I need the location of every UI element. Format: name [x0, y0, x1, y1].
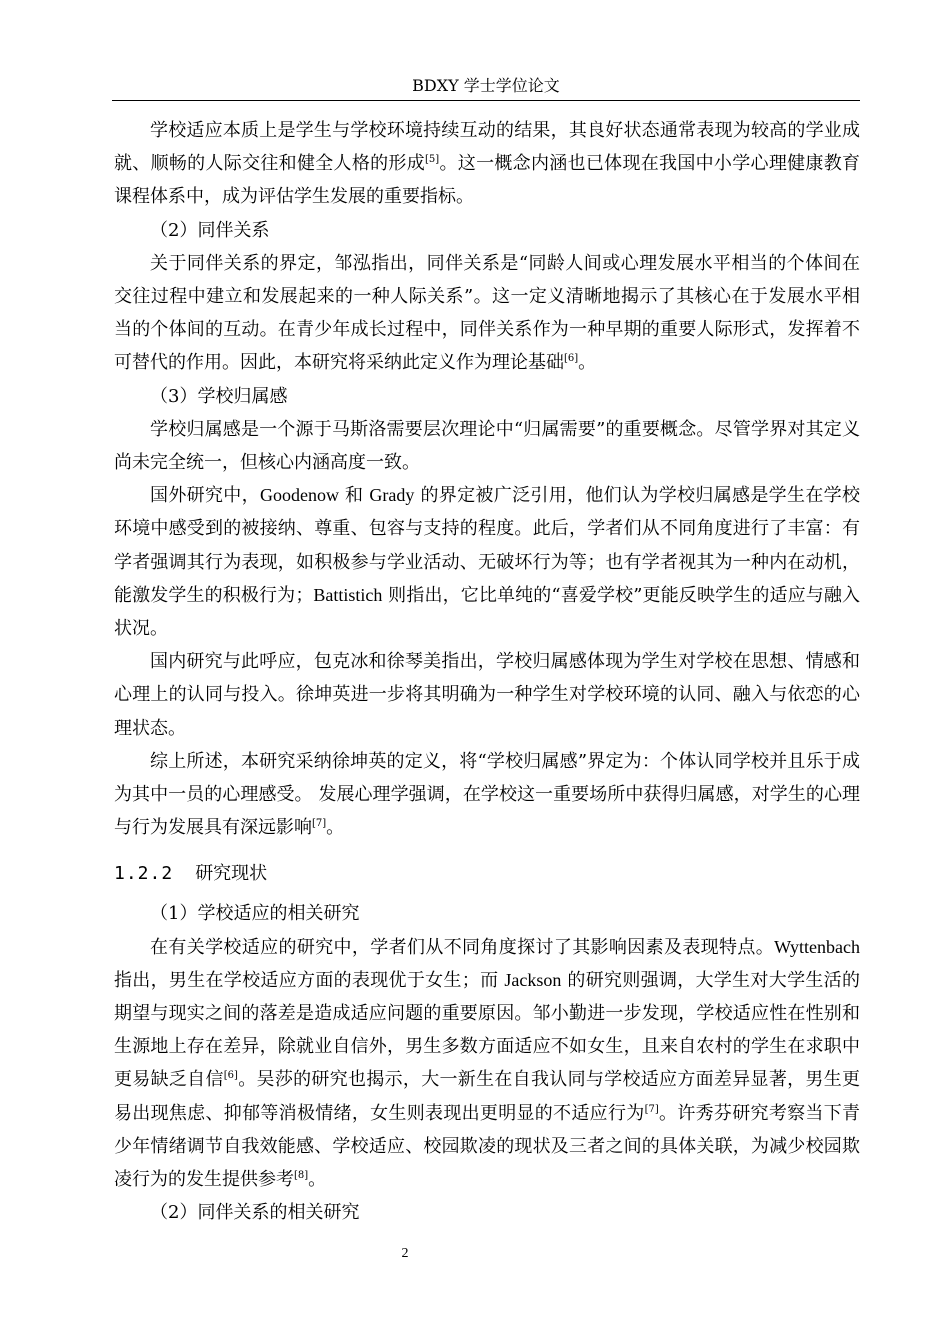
section-title: 研究现状: [195, 863, 268, 885]
subheading-school-adjustment-research: （1）学校适应的相关研究: [150, 903, 360, 925]
citation: [6]: [564, 353, 579, 365]
subheading-school-belonging: （3）学校归属感: [150, 385, 288, 407]
header-rule: [112, 100, 860, 101]
subheading-peer-relations: （2）同伴关系: [150, 219, 270, 241]
section-number: 1.2.2: [114, 863, 174, 885]
paragraph-school-adjustment-definition: 学校适应本质上是学生与学校环境持续互动的结果，其良好状态通常表现为较高的学业成就、顺畅的人际交往和健全人格的形成[5]。这一概念内涵也已体现在我国中小学心理健康教育课程体系中，成为评估学生发展的重要指标。: [114, 120, 861, 208]
citation: [7]: [644, 1103, 659, 1115]
citation: [6]: [223, 1070, 238, 1082]
subheading-peer-relations-research: （2）同伴关系的相关研究: [150, 1202, 360, 1224]
running-header: BDXY 学士学位论文: [412, 76, 560, 95]
section-heading: [114, 857, 860, 891]
paragraph-belonging-domestic-research: 国内研究与此呼应，包克冰和徐琴美指出，学校归属感体现为学生对学校在思想、情感和心理上的认同与投入。徐坤英进一步将其明确为一种学生对学校环境的认同、融入与依恋的心理状态。: [114, 651, 860, 739]
paragraph-belonging-foreign-research: 国外研究中，Goodenow 和 Grady 的界定被广泛引用，他们认为学校归属感是学生在学校环境中感受到的被接纳、尊重、包容与支持的程度。此后，学者们从不同角度进行了丰富：有学者强调其行为表现，如积极参与学业活动、无破坏行为等；也有学者视其为一种内在动机，能激发学生的积极行为；Battistich 则指出，它比单纯的“喜爱学校”更能反映学生的适应与融入状况。: [114, 485, 861, 640]
paragraph-belonging-intro: 学校归属感是一个源于马斯洛需要层次理论中“归属需要”的重要概念。尽管学界对其定义尚未完全统一，但核心内涵高度一致。: [114, 418, 860, 474]
body-text: [114, 114, 860, 1230]
citation: [8]: [294, 1170, 309, 1182]
paragraph-belonging-summary: 综上所述，本研究采纳徐坤英的定义，将“学校归属感”界定为：个体认同学校并且乐于成为其中一员的心理感受。 发展心理学强调，在学校这一重要场所中获得归属感，对学生的心理与行为发展具有深远影响[7]。: [114, 750, 860, 839]
paragraph-peer-relations-definition: 关于同伴关系的界定，邹泓指出，同伴关系是“同龄人间或心理发展水平相当的个体间在交往过程中建立和发展起来的一种人际关系”。这一定义清晰地揭示了其核心在于发展水平相当的个体间的互动。在青少年成长过程中，同伴关系作为一种早期的重要人际形式，发挥着不可替代的作用。因此，本研究将采纳此定义作为理论基础[6]。: [114, 252, 860, 374]
page-number: 2: [401, 1246, 409, 1261]
citation: [7]: [312, 818, 327, 830]
citation: [5]: [425, 154, 440, 166]
paragraph-school-adjustment-research: 在有关学校适应的研究中，学者们从不同角度探讨了其影响因素及表现特点。Wyttenbach 指出，男生在学校适应方面的表现优于女生；而 Jackson 的研究则强调，大学生对大学生活的期望与现实之间的落差是造成适应问题的重要原因。邹小勤进一步发现，学校适应性在性别和生源地上存在差异，除就业自信外，男生多数方面适应不如女生，且来自农村的学生在求职中更易缺乏自信[6]。吴莎的研究也揭示，大一新生在自我认同与学校适应方面差异显著，男生更易出现焦虑、抑郁等消极情绪，女生则表现出更明显的不适应行为[7]。许秀芬研究考察当下青少年情绪调节自我效能感、学校适应、校园欺凌的现状及三者之间的具体关联，为减少校园欺凌行为的发生提供参考[8]。: [114, 936, 861, 1191]
